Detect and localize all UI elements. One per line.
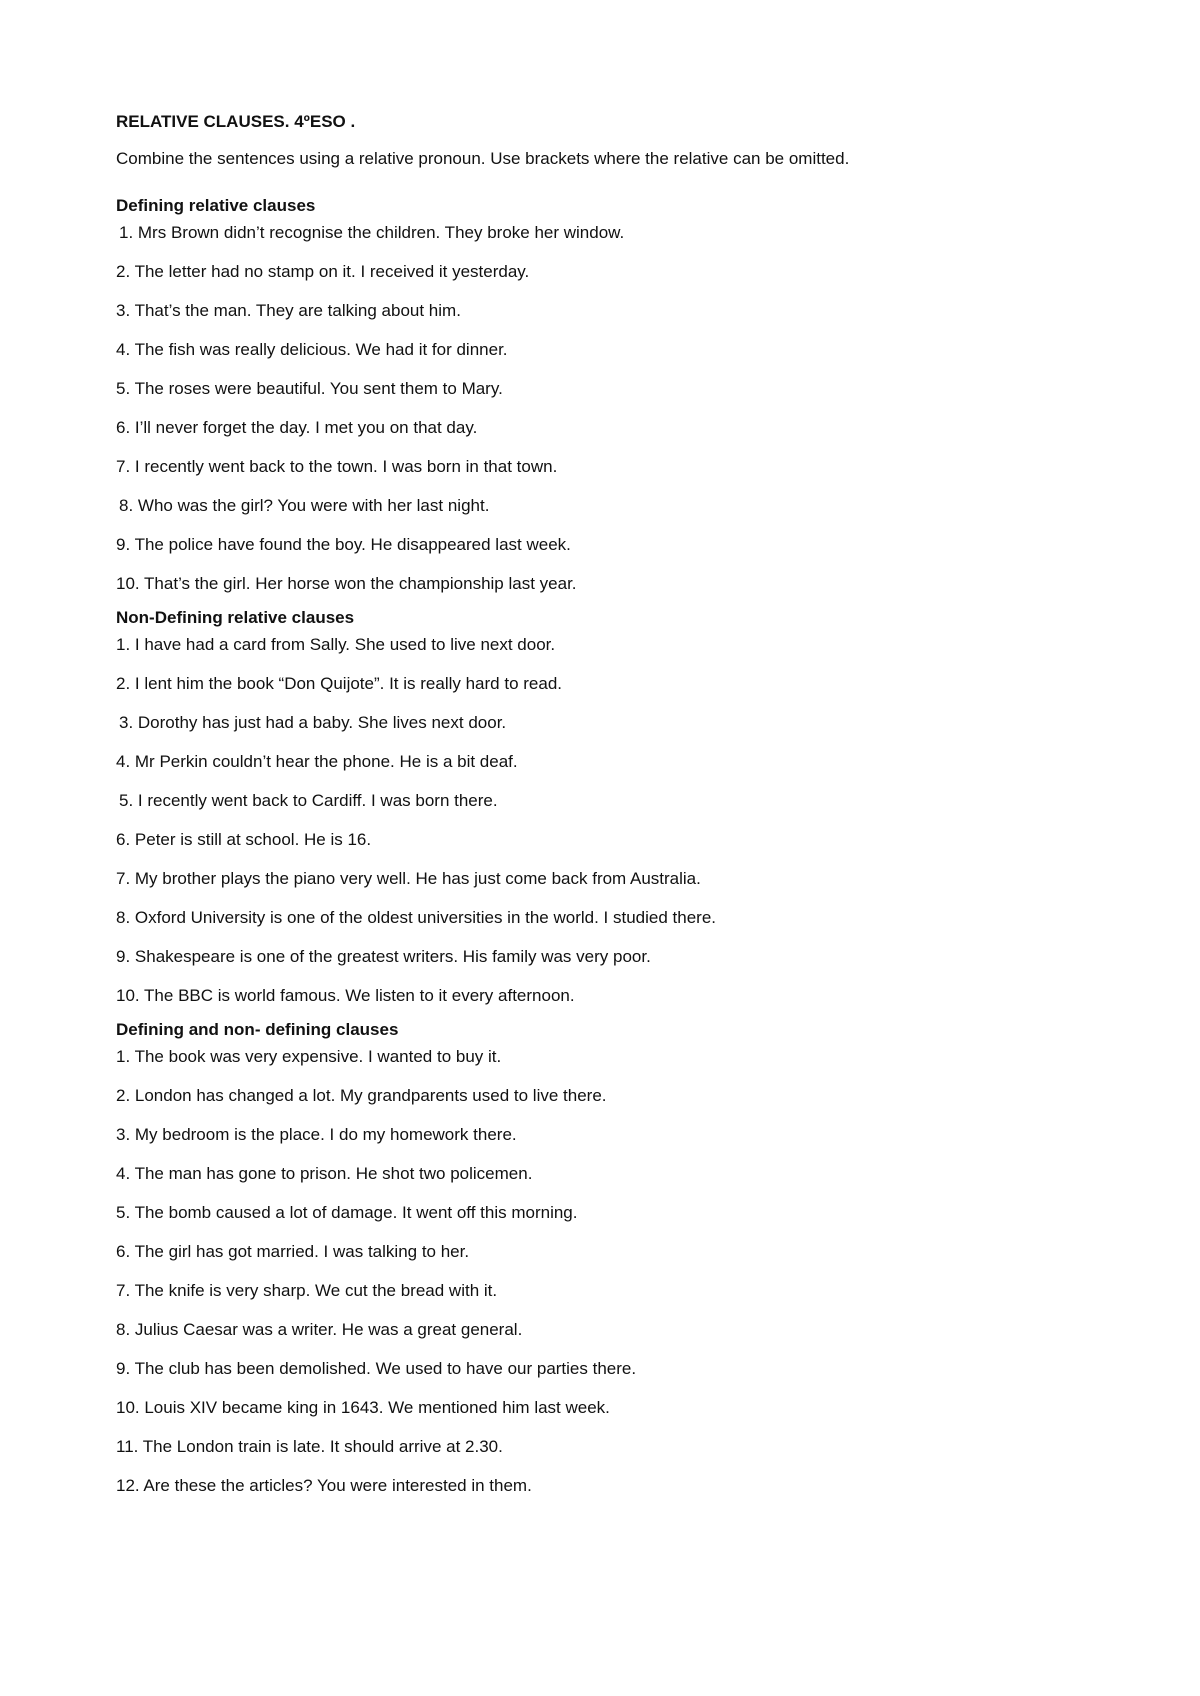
exercise-item: 8. Julius Caesar was a writer. He was a great general. <box>116 1320 523 1339</box>
exercise-item: 4. The fish was really delicious. We had it for dinner. <box>116 340 508 359</box>
exercise-item: 9. The club has been demolished. We used to have our parties there. <box>116 1359 637 1378</box>
exercise-item: 1. Mrs Brown didn’t recognise the children. They broke her window. <box>119 223 625 242</box>
exercise-item: 4. The man has gone to prison. He shot two policemen. <box>116 1164 533 1183</box>
exercise-item: 5. I recently went back to Cardiff. I was born there. <box>119 791 498 810</box>
section-heading-non-defining: Non-Defining relative clauses <box>116 608 355 627</box>
exercise-item: 1. I have had a card from Sally. She used to live next door. <box>116 635 556 654</box>
worksheet-title: RELATIVE CLAUSES. 4ºESO . <box>116 112 356 131</box>
exercise-item: 6. The girl has got married. I was talking to her. <box>116 1242 470 1261</box>
exercise-item: 11. The London train is late. It should arrive at 2.30. <box>116 1437 503 1456</box>
instructions: Combine the sentences using a relative pronoun. Use brackets where the relative can be omitted. <box>116 149 850 168</box>
exercise-item: 1. The book was very expensive. I wanted to buy it. <box>116 1047 502 1066</box>
exercise-item: 5. The roses were beautiful. You sent them to Mary. <box>116 379 503 398</box>
exercise-item: 9. The police have found the boy. He disappeared last week. <box>116 535 571 554</box>
exercise-item: 3. Dorothy has just had a baby. She lives next door. <box>119 713 507 732</box>
section-heading-defining: Defining relative clauses <box>116 196 316 215</box>
exercise-item: 6. I’ll never forget the day. I met you on that day. <box>116 418 478 437</box>
exercise-item: 2. The letter had no stamp on it. I received it yesterday. <box>116 262 530 281</box>
exercise-item: 7. The knife is very sharp. We cut the bread with it. <box>116 1281 498 1300</box>
exercise-item: 3. That’s the man. They are talking about him. <box>116 301 461 320</box>
exercise-item: 4. Mr Perkin couldn’t hear the phone. He is a bit deaf. <box>116 752 518 771</box>
exercise-item: 7. I recently went back to the town. I was born in that town. <box>116 457 558 476</box>
exercise-item: 7. My brother plays the piano very well. He has just come back from Australia. <box>116 869 701 888</box>
exercise-item: 3. My bedroom is the place. I do my homework there. <box>116 1125 517 1144</box>
worksheet-page <box>116 112 1116 1515</box>
exercise-item: 9. Shakespeare is one of the greatest writers. His family was very poor. <box>116 947 651 966</box>
exercise-item: 12. Are these the articles? You were interested in them. <box>116 1476 532 1495</box>
exercise-item: 10. That’s the girl. Her horse won the championship last year. <box>116 574 577 593</box>
exercise-item: 10. The BBC is world famous. We listen to it every afternoon. <box>116 986 575 1005</box>
section-heading-defining-and-non-defining: Defining and non- defining clauses <box>116 1020 399 1039</box>
exercise-item: 6. Peter is still at school. He is 16. <box>116 830 372 849</box>
exercise-item: 5. The bomb caused a lot of damage. It went off this morning. <box>116 1203 578 1222</box>
exercise-item: 2. London has changed a lot. My grandparents used to live there. <box>116 1086 607 1105</box>
exercise-item: 8. Oxford University is one of the oldest universities in the world. I studied there. <box>116 908 717 927</box>
exercise-item: 8. Who was the girl? You were with her last night. <box>119 496 490 515</box>
exercise-item: 2. I lent him the book “Don Quijote”. It is really hard to read. <box>116 674 562 693</box>
exercise-item: 10. Louis XIV became king in 1643. We mentioned him last week. <box>116 1398 610 1417</box>
